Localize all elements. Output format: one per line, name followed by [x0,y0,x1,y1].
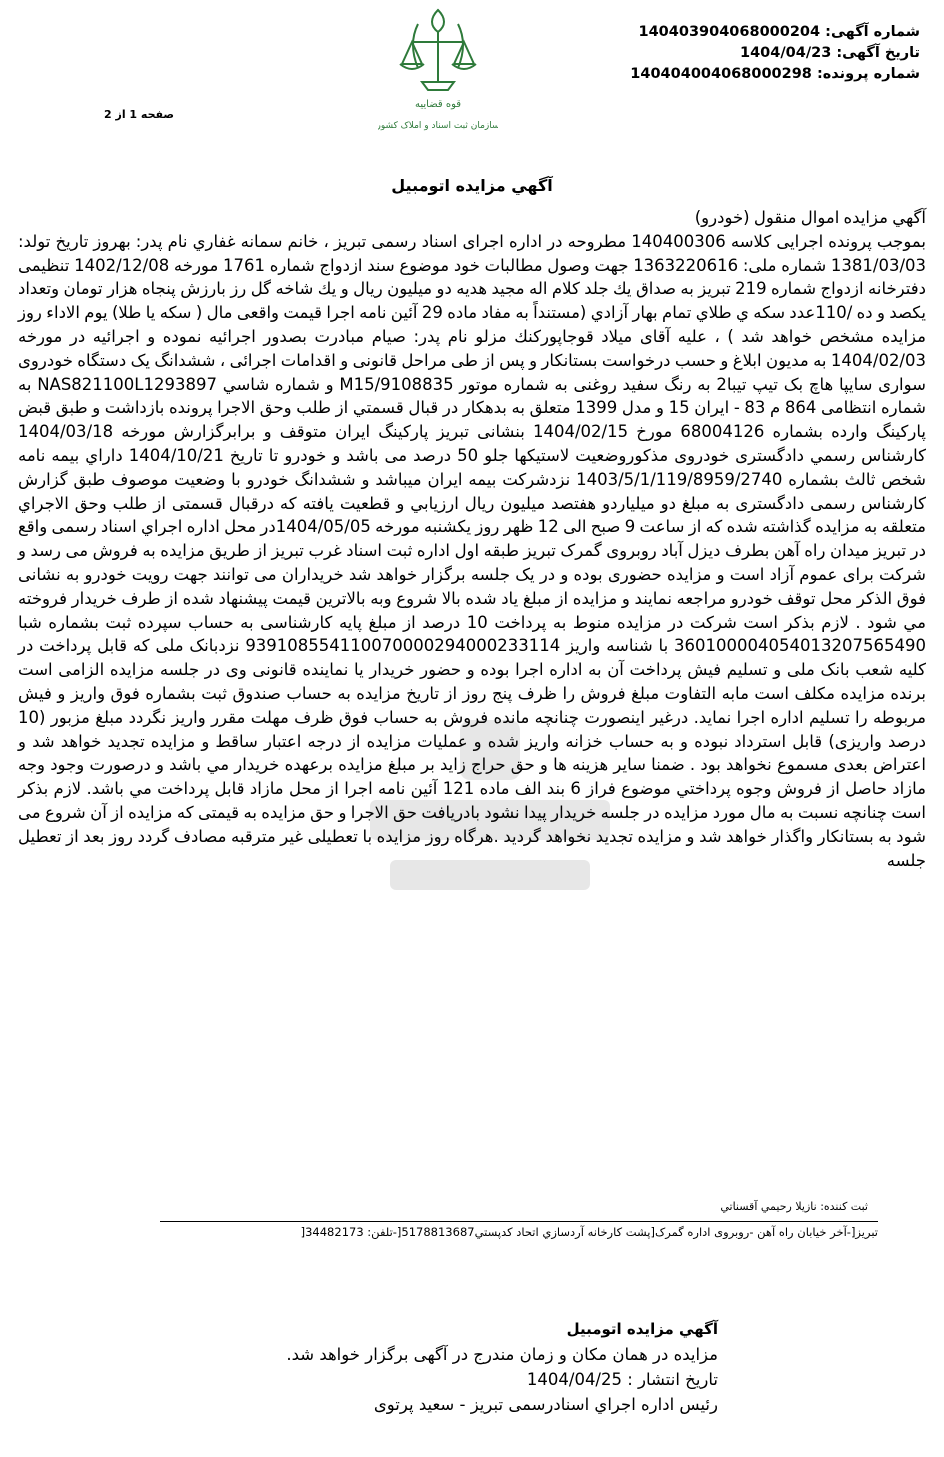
registrar-name: نازیلا رحیمي آقسناتي [720,1200,817,1213]
office-head-signature: رئيس اداره اجراي اسنادرسمی تبریز - سعید پرتوی [373,1395,718,1414]
registrar-label: ثبت کننده: [820,1200,868,1213]
ad-date: 1404/04/23 [740,45,832,61]
case-number: 140404004068000298 [630,66,812,82]
office-address: تبریز[-آخر خیابان راه آهن -روبروی اداره گمرک[پشت کارخانه آردسازي اتحاد کدپستي5178813687[-تلفن: 34482173[ [160,1221,878,1239]
ad-subtitle: آگهي مزايده اموال منقول (خودرو) [694,208,926,227]
publication-line-venue: مزايده در همان مكان و زمان مندرج در آگهی برگزار خواهد شد. [286,1345,718,1364]
ad-body-paragraph: بموجب پرونده اجرایی کلاسه 140400306 مطروحه در اداره اجرای اسناد رسمی تبریز ، خانم سمانه غفاري نام پدر: بهروز تاريخ تولد: 1381/03/03 شماره ملی: 1363220616 جهت وصول مطالبات خود موضوع سند ازدواج شماره 1761 مورخه 1402/12/08 تنظیمی دفترخانه ازدواج شماره 219 تبریز به صداق يك جلد كلام اله مجيد هديه دو ميليون ريال و يك شاخه گل رز بارزش پنجاه هزار تومان وتعداد يكصد و ده /110عدد سكه ي طلاي تمام بهار آزادي (مستنداً به مفاد ماده 29 آئین نامه اجرا قیمت واقعی مال ( سکه یا طلا) یوم الاداء روز مزایده مشخص خواهد شد ) ، علیه آقای میلاد قوجاپورکنك مزلو نام پدر: صیام مبادرت بصدور اجرائیه نموده و اجرائیه در مورخه 1404/02/03 به مدیون ابلاغ و حسب درخواست بستانکار و پس از طی مراحل قانونی و اقدامات اجرائی ، ششدانگ یک دستگاه خودروی سواری سایپا هاچ بک تیپ تیبا2 به رنگ سفید روغنی به شماره موتور M15/9108835 و شماره شاسي NAS821100L1293897 به شماره انتظامی 864 م 83 - ایران 15 و مدل 1399 متعلق به بدهکار در قبال قسمتي از طلب وحق الاجرا پرونده بازداشت و طبق قبض پارکینگ وارده بشماره 68004126 مورخ 1404/02/15 بنشانی تبریز پارکینگ ایران متوقف و برابرگزارش مورخه 1404/03/18 کارشناس رسمي دادگستری خودروی مذكوروضعیت لاستیکها جلو 50 درصد می باشد و خودرو تا تاریخ 1404/10/21 داراي بیمه نامه شخص ثالث بشماره 1403/5/1/119/8959/2740 نزدشرکت بیمه ایران میباشد و ششدانگ خودرو با وضعیت موصوف طبق گزارش کارشناس رسمی دادگستری به مبلغ دو میلیاردو هفتصد میلیون ریال ارزیابي و قطعیت یافته که درقبال قسمتی از طلب وحق الاجراي متعلقه به مزايده گذاشته شده كه از ساعت 9 صبح الی 12 ظهر روز یکشنبه مورخه 1404/05/05در محل اداره اجراي اسناد رسمی واقع در تبريز میدان راه آهن بطرف دیزل آباد روبروی گمرک تبریز طبقه اول اداره ثبت اسناد غرب تبریز از طريق مزايده به فروش می رسد و شرکت برای عموم آزاد است و مزايده حضوری بوده و در یک جلسه برگزار خواهد شد خريداران می توانند جهت رويت خودرو به نشانی فوق الذكر محل توقف خودرو مراجعه نمايند و مزايده از مبلغ یاد شده بالا شروع وبه بالاترين قيمت پيشنهاد شده از طرف خريدار فروخته مي شود . لازم بذکر است شرکت در مزایده منوط به پرداخت 10 درصد از مبلغ پایه کارشناسی به حساب سپرده ثبت بشماره شبا 360100004054013207565490 با شناسه واریز 939108554110070000294000233114 نزدبانک ملی که قابل پرداخت در کلیه شعب بانک ملی و تسلیم فیش پرداخت آن به اداره اجرا بوده و حضور خریدار یا نماینده قانونی وی در جلسه مزایده الزامی است برنده مزایده مکلف است مابه التفاوت مبلغ فروش را ظرف پنج روز از تاریخ مزایده به حساب صندوق ثبت بشماره فوق واریز و فیش مربوطه را تسلیم اداره اجرا نماید. درغیر اینصورت چنانچه مانده فروش به حساب فوق ظرف مهلت مقرر واریز نگردد مبلغ مزبور (10 درصد واریزی) قابل استرداد نبوده و به حساب خزانه واریز شده و عملیات مزایده از درجه اعتبار ساقط و مزایده تجدید خواهد شد و اعتراض بعدی مسموع نخواهد بود . ضمنا سایر هزینه ها و حق حراج زاید بر مبلغ مزایده برعهده خريدار مي باشد و درصورت وجود وجه مازاد حاصل از فروش وجوه پرداختي موضوع فراز 6 بند الف ماده 121 آئین نامه اجرا از محل مازاد قابل پرداخت مي باشد. لازم بذکر است چنانچه نسبت به مال مورد مزایده در جلسه خریدار پیدا نشود بادریافت حق الاجرا و حق مزایده به قیمتی که مزایده از آن شروع می شود به بستانکار واگذار خواهد شد و مزایده تجدید نخواهد گردید .هرگاه روز مزایده با تعطیلی غیر مترقبه مصادف گردد روز بعد از تعطیل جلسه [18,231,927,870]
registrar [720,1200,868,1213]
publication-date: تاريخ انتشار : 1404/04/25 [526,1370,718,1389]
case-number-label: شماره پرونده: [816,66,920,82]
judiciary-emblem-logo [378,4,498,136]
ad-title: آگهي مزايده اتومبيل [391,176,553,195]
ad-date-label: تاریخ آگهی: [836,45,920,61]
ad-number: 140403904068000204 [638,24,821,40]
ad-body [18,206,926,872]
page-number: صفحه 1 از 2 [104,108,175,121]
ad-meta [590,22,920,85]
ad-date-row [590,43,920,64]
publication-title: آگهي مزايده اتومبيل [566,1320,718,1338]
publication-notice [286,1320,718,1417]
case-number-row [590,64,920,85]
svg-text:قوه قضاییه: قوه قضاییه [414,99,462,110]
ad-number-row [590,22,920,43]
ad-number-label: شماره آگهی: [825,24,920,40]
svg-text:سازمان ثبت اسناد و املاک کشور: سازمان ثبت اسناد و املاک کشور [378,121,498,131]
